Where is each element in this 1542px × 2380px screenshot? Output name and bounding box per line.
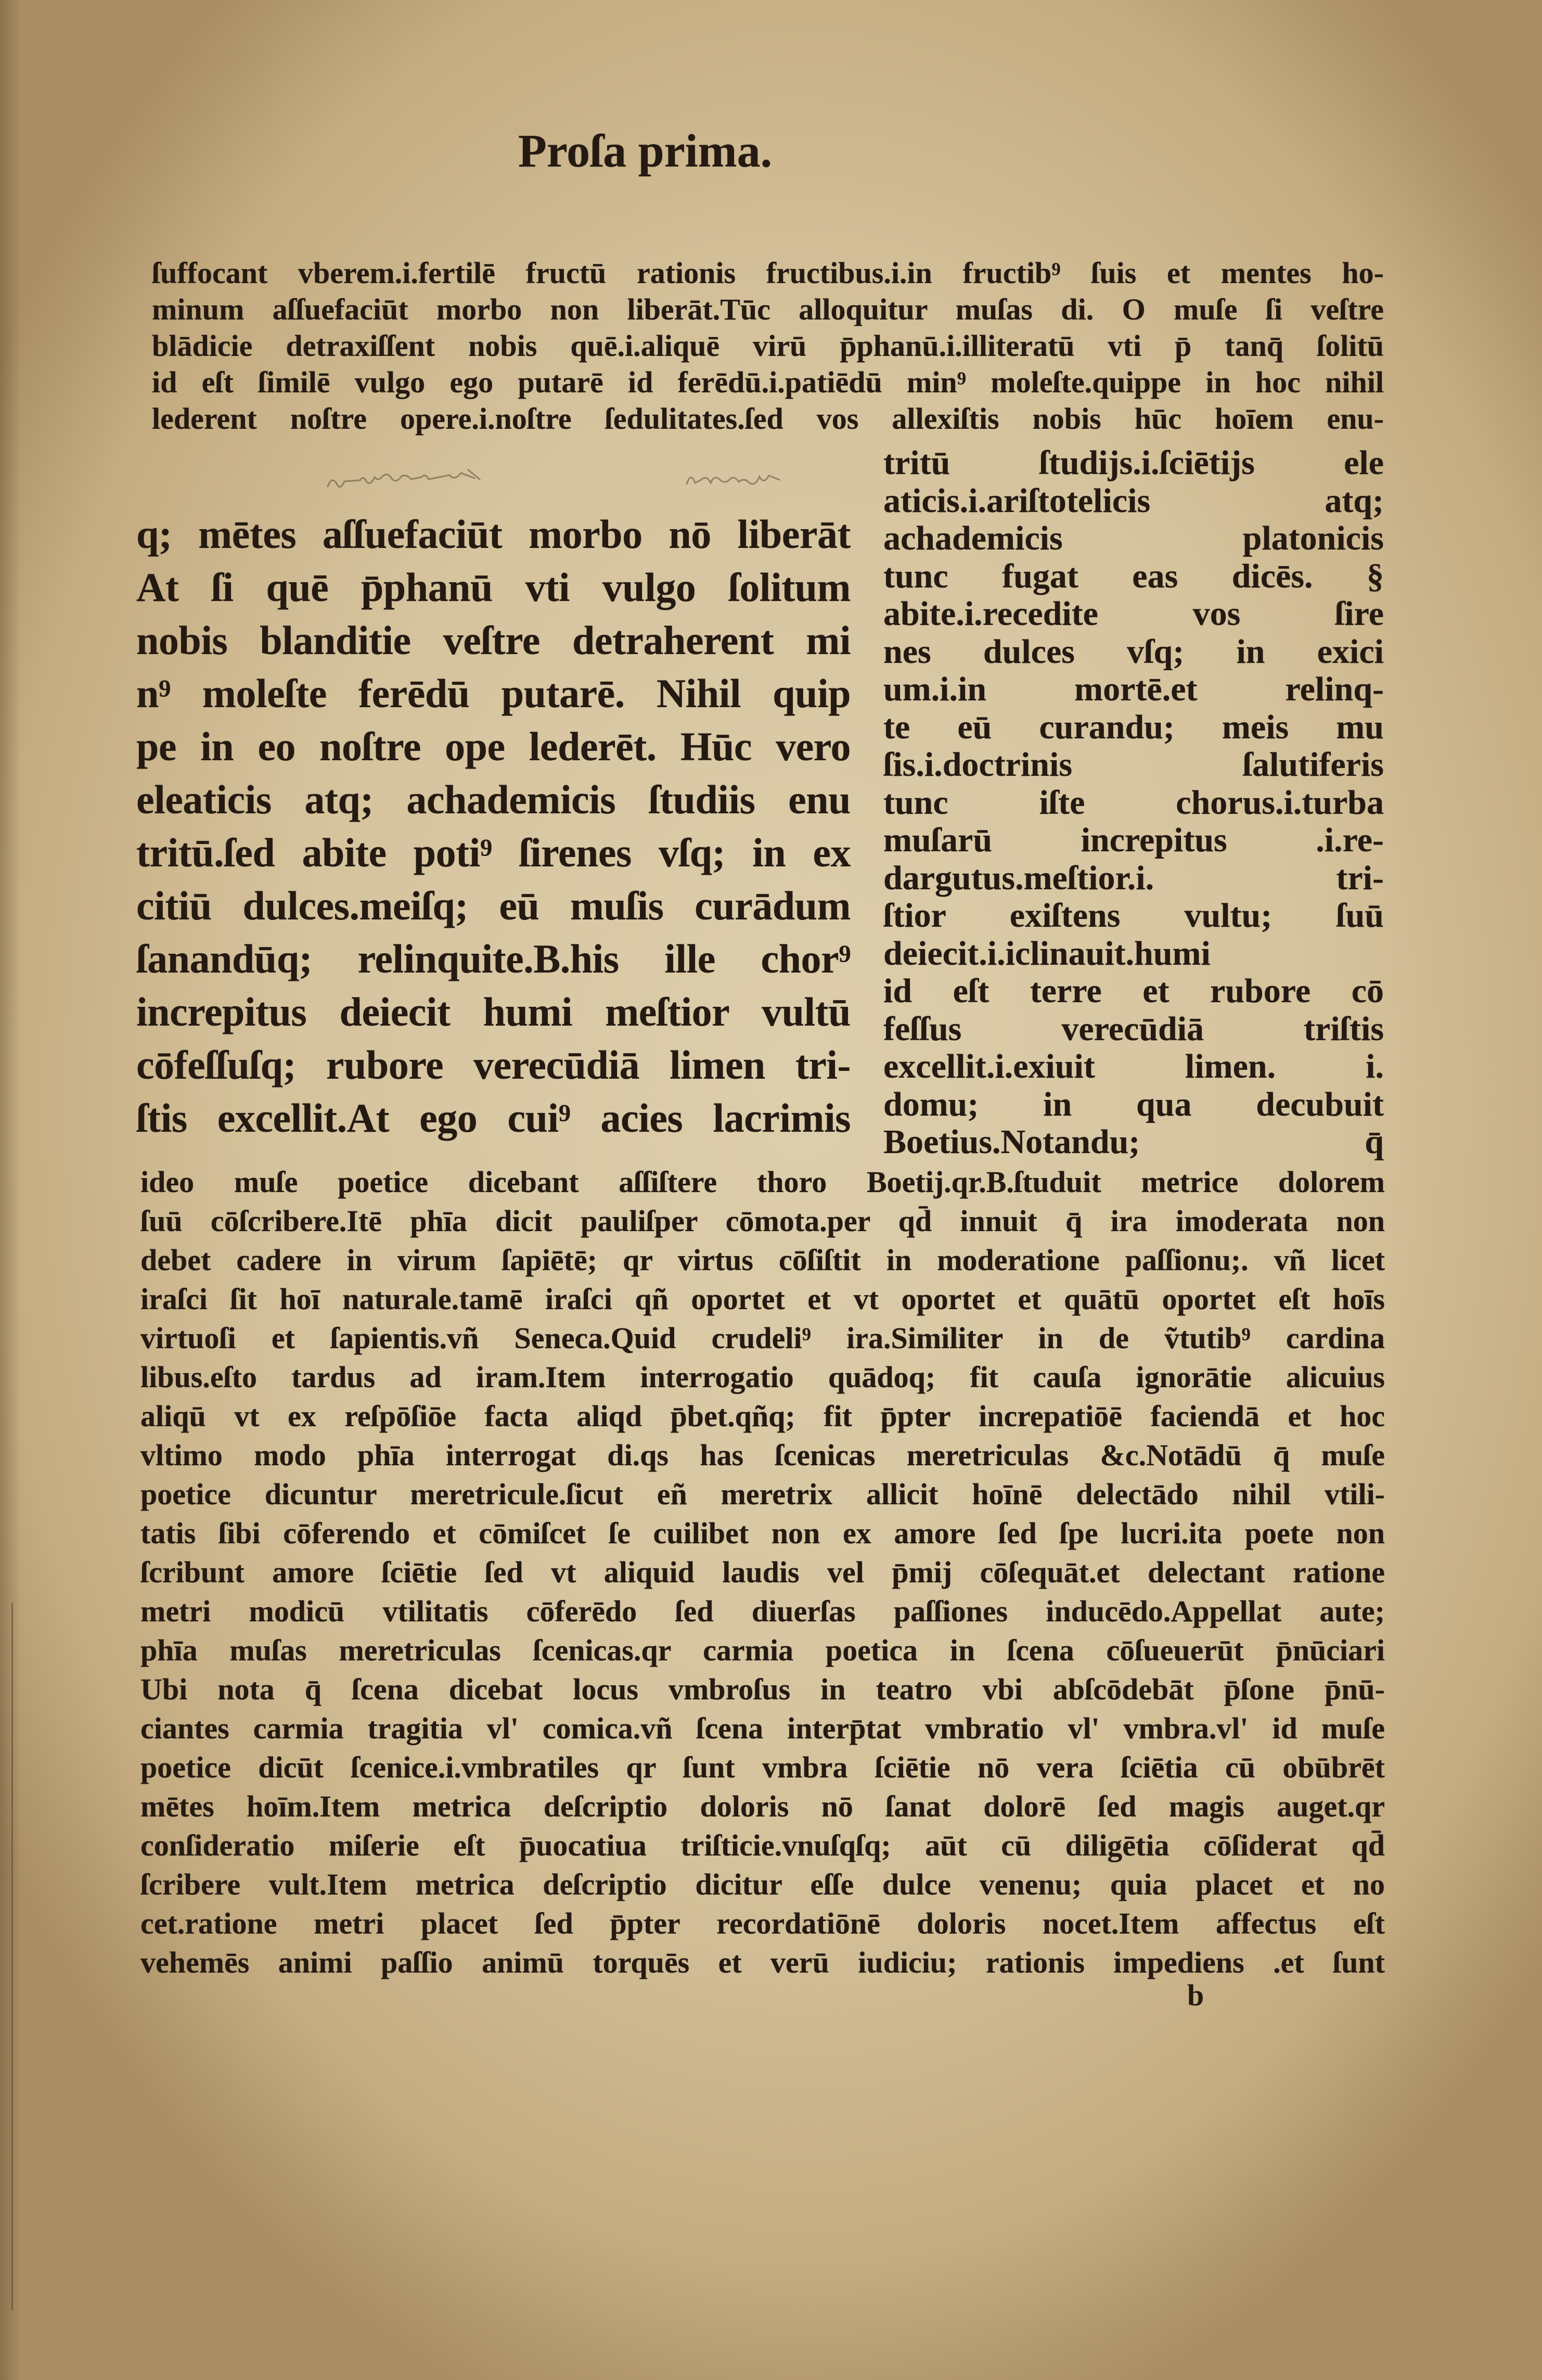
commentary-line: tritū ſtudijs.i.ſciētijs ele bbox=[883, 444, 1384, 482]
commentary-line: dargutus.meſtior.i. tri- bbox=[883, 859, 1384, 897]
commentary-line: ciantes carmia tragitia vl' comica.vñ ſcena interp̄tat vmbratio vl' vmbra.vl' id muſe bbox=[140, 1711, 1385, 1745]
commentary-line: ideo muſe poetice dicebant aſſiſtere thoro Boetij.qr.B.ſtuduit metrice dolorem bbox=[140, 1165, 1385, 1199]
commentary-line: deiecit.i.iclinauit.humi bbox=[883, 935, 1211, 973]
commentary-line: ſcribunt amore ſciētie ſed vt aliquid laudis vel p̄mij cōſequāt.et delectant ratione bbox=[140, 1555, 1385, 1589]
commentary-side-block bbox=[883, 444, 1384, 1161]
commentary-line: ſcribere vult.Item metrica deſcriptio dicitur eſſe dulce venenu; quia placet et no bbox=[140, 1867, 1385, 1901]
main-text-line: eleaticis atq; achademicis ſtudiis enu bbox=[136, 777, 851, 822]
main-text-line: q; mētes aſſuefaciūt morbo nō liberāt bbox=[136, 511, 851, 557]
commentary-line: abite.i.recedite vos ſire bbox=[883, 595, 1384, 633]
commentary-line: cet.ratione metri placet ſed p̄pter recordatiōnē doloris nocet.Item affectus eſt bbox=[140, 1906, 1385, 1940]
commentary-line: virtuoſi et ſapientis.vñ Seneca.Quid crudeli⁹ ira.Similiter in de ṽtutib⁹ cardina bbox=[140, 1321, 1385, 1355]
commentary-line: excellit.i.exiuit limen. i. bbox=[883, 1048, 1384, 1085]
commentary-line: aliqū vt ex reſpōſiōe facta aliqd p̄bet.qñq; fit p̄pter increpatiōē faciendā et hoc bbox=[140, 1399, 1385, 1433]
commentary-line: lederent noſtre opere.i.noſtre ſedulitates.ſed vos allexiſtis nobis hūc hoīem enu- bbox=[152, 402, 1384, 436]
binding-edge-line bbox=[11, 1603, 13, 2310]
commentary-line: id eſt ſimilē vulgo ego putarē id ferēdū.i.patiēdū min⁹ moleſte.quippe in hoc nihil bbox=[152, 365, 1384, 399]
main-text-line: citiū dulces.meiſq; eū muſis curādum bbox=[136, 883, 851, 928]
main-text-line: At ſi quē p̄phanū vti vulgo ſolitum bbox=[136, 565, 851, 610]
running-head: Proſa prima. bbox=[518, 125, 773, 177]
commentary-line: ſuū cōſcribere.Itē phīa dicit pauliſper cōmota.per qd̄ innuit q̄ ira imoderata non bbox=[140, 1204, 1385, 1238]
commentary-line: poetice dicuntur meretricule.ſicut eñ meretrix allicit hoīnē delectādo nihil vtili- bbox=[140, 1477, 1385, 1511]
commentary-line: poetice dicūt ſcenice.i.vmbratiles qr ſunt vmbra ſciētie nō vera ſciētia cū obūbrēt bbox=[140, 1750, 1385, 1784]
main-text-line: nobis blanditie veſtre detraherent mi bbox=[136, 618, 851, 663]
commentary-line: debet cadere in virum ſapiētē; qr virtus cōſiſtit in moderatione paſſionu;. vñ licet bbox=[140, 1243, 1385, 1277]
main-text-line: ſtis excellit.At ego cui⁹ acies lacrimis bbox=[136, 1095, 851, 1141]
commentary-line: um.i.in mortē.et relinq- bbox=[883, 671, 1384, 708]
main-text-line: cōfeſſuſq; rubore verecūdiā limen tri- bbox=[136, 1042, 851, 1087]
commentary-line: vehemēs animi paſſio animū torquēs et verū iudiciu; rationis impediens .et ſunt bbox=[140, 1946, 1385, 1979]
commentary-line: conſideratio miſerie eſt p̄uocatiua triſticie.vnuſqſq; aūt cū diligētia cōſiderat qd̄ bbox=[140, 1828, 1385, 1862]
handwritten-annotation bbox=[312, 458, 843, 505]
commentary-line: Boetius.Notandu; q̄ bbox=[883, 1123, 1384, 1161]
commentary-line: metri modicū vtilitatis cōferēdo ſed diuerſas paſſiones inducēdo.Appellat aute; bbox=[140, 1594, 1385, 1628]
main-text-line: ſanandūq; relinquite.B.his ille chor⁹ bbox=[136, 936, 851, 981]
commentary-line: nes dulces vſq; in exici bbox=[883, 633, 1384, 671]
commentary-line: achademicis platonicis bbox=[883, 520, 1384, 557]
commentary-line: feſſus verecūdiā triſtis bbox=[883, 1010, 1384, 1048]
commentary-line: muſarū increpitus .i.re- bbox=[883, 822, 1384, 859]
commentary-line: domu; in qua decubuit bbox=[883, 1085, 1384, 1123]
main-text-line: tritū.ſed abite poti⁹ ſirenes vſq; in ex bbox=[136, 830, 851, 875]
commentary-line: Ubi nota q̄ ſcena dicebat locus vmbroſus in teatro vbi abſcōdebāt p̄ſone p̄nū- bbox=[140, 1672, 1385, 1706]
commentary-line: minum aſſuefaciūt morbo non liberāt.Tūc alloquitur muſas di. O muſe ſi veſtre bbox=[152, 292, 1384, 326]
commentary-line: ſis.i.doctrinis ſalutiferis bbox=[883, 746, 1384, 784]
commentary-line: libus.eſto tardus ad iram.Item interrogatio quādoq; fit cauſa ignorātie alicuius bbox=[140, 1360, 1385, 1394]
commentary-line: ſuffocant vberem.i.fertilē fructū rationis fructibus.i.in fructib⁹ ſuis et mentes ho- bbox=[152, 256, 1384, 290]
commentary-line: aticis.i.ariſtotelicis atq; bbox=[883, 482, 1384, 520]
commentary-line: ſtior exiſtens vultu; ſuū bbox=[883, 897, 1384, 935]
commentary-top-block bbox=[152, 255, 1384, 437]
commentary-line: id eſt terre et rubore cō bbox=[883, 973, 1384, 1010]
commentary-line: te eū curandu; meis mu bbox=[883, 708, 1384, 746]
commentary-line: vltimo modo phīa interrogat di.qs has ſcenicas meretriculas &c.Notādū q̄ muſe bbox=[140, 1438, 1385, 1472]
main-text-line: n⁹ moleſte ferēdū putarē. Nihil quip bbox=[136, 671, 851, 716]
commentary-line: blādicie detraxiſſent nobis quē.i.aliquē virū p̄phanū.i.illiteratū vti p̄ tanq̄ ſolitū bbox=[152, 329, 1384, 363]
page-edge-shadow bbox=[0, 0, 21, 2380]
signature-mark: b bbox=[1187, 1978, 1204, 2012]
commentary-line: phīa muſas meretriculas ſcenicas.qr carmia poetica in ſcena cōſueuerūt p̄nūciari bbox=[140, 1633, 1385, 1667]
commentary-bottom-block bbox=[140, 1162, 1385, 1982]
commentary-line: iraſci ſit hoī naturale.tamē iraſci qñ oportet et vt oportet et quātū oportet eſt hoīs bbox=[140, 1282, 1385, 1316]
commentary-line: mētes hoīm.Item metrica deſcriptio doloris nō ſanat dolorē ſed magis auget.qr bbox=[140, 1789, 1385, 1823]
commentary-line: tatis ſibi cōferendo et cōmiſcet ſe cuilibet non ex amore ſed ſpe lucri.ita poete non bbox=[140, 1516, 1385, 1550]
main-text-line: pe in eo noſtre ope lederēt. Hūc vero bbox=[136, 724, 851, 769]
main-text-line: increpitus deiecit humi meſtior vultū bbox=[136, 989, 851, 1034]
commentary-line: tunc fugat eas dicēs. § bbox=[883, 557, 1384, 595]
commentary-line: tunc iſte chorus.i.turba bbox=[883, 784, 1384, 822]
main-text-block bbox=[136, 508, 851, 1145]
